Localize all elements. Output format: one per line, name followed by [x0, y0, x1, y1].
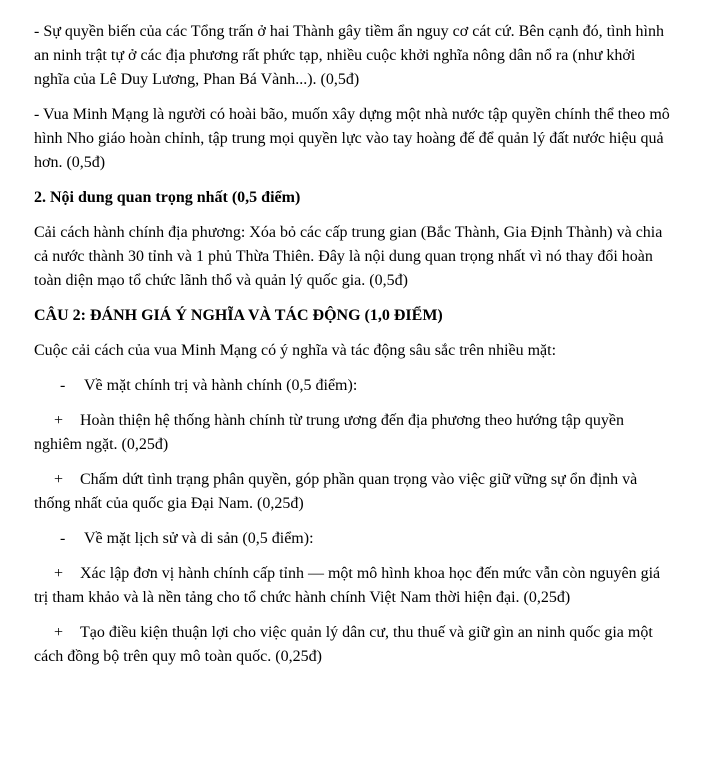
list-item	[34, 562, 670, 610]
plus-marker: +	[54, 471, 64, 488]
list-item	[34, 621, 670, 669]
paragraph-minh-mang-ambition: - Vua Minh Mạng là người có hoài bão, muốn xây dựng một nhà nước tập quyền chính thể theo mô hình Nho giáo hoàn chỉnh, tập trung mọi quyền lực vào tay hoàng đế để quản lý đất nước hiệu quả hơn. (0,5đ)	[34, 106, 670, 171]
paragraph-reform-intro: Cuộc cải cách của vua Minh Mạng có ý nghĩa và tác động sâu sắc trên nhiều mặt:	[34, 342, 557, 359]
section-title: Về mặt lịch sử và di sản (0,5 điểm):	[84, 530, 314, 547]
paragraph-local-admin-reform: Cải cách hành chính địa phương: Xóa bỏ các cấp trung gian (Bắc Thành, Gia Định Thành) và chia cả nước thành 30 tỉnh và 1 phủ Thừa Thiên. Đây là nội dung quan trọng nhất vì nó thay đổi hoàn toàn diện mạo tổ chức lãnh thổ và quản lý quốc gia. (0,5đ)	[34, 224, 663, 289]
dash-marker: -	[60, 530, 66, 547]
section-history-heritage	[34, 527, 670, 551]
plus-marker: +	[54, 624, 64, 641]
section-title: Về mặt chính trị và hành chính (0,5 điểm):	[84, 377, 358, 394]
heading-question-2: CÂU 2: ĐÁNH GIÁ Ý NGHĨA VÀ TÁC ĐỘNG (1,0 ĐIỂM)	[34, 307, 443, 324]
list-item	[34, 409, 670, 457]
plus-marker: +	[54, 412, 64, 429]
list-item-text: Tạo điều kiện thuận lợi cho việc quản lý dân cư, thu thuế và giữ gìn an ninh quốc gia một cách đồng bộ trên quy mô toàn quốc. (0,25đ)	[34, 624, 653, 665]
plus-marker: +	[54, 565, 64, 582]
list-item-text: Chấm dứt tình trạng phân quyền, góp phần quan trọng vào việc giữ vững sự ổn định và thống nhất của quốc gia Đại Nam. (0,25đ)	[34, 471, 638, 512]
paragraph-tong-tran: - Sự quyền biến của các Tổng trấn ở hai Thành gây tiềm ẩn nguy cơ cát cứ. Bên cạnh đó, tình hình an ninh trật tự ở các địa phương rất phức tạp, nhiều cuộc khởi nghĩa nông dân nổ ra (như khởi nghĩa của Lê Duy Lương, Phan Bá Vành...). (0,5đ)	[34, 23, 664, 88]
section-political-admin	[34, 374, 670, 398]
dash-marker: -	[60, 377, 66, 394]
list-item-text: Xác lập đơn vị hành chính cấp tỉnh — một mô hình khoa học đến mức vẫn còn nguyên giá trị tham khảo và là nền tảng cho tổ chức hành chính Việt Nam thời hiện đại. (0,25đ)	[34, 565, 661, 606]
heading-most-important-content: 2. Nội dung quan trọng nhất (0,5 điểm)	[34, 189, 301, 206]
list-item-text: Hoàn thiện hệ thống hành chính từ trung ương đến địa phương theo hướng tập quyền nghiêm ngặt. (0,25đ)	[34, 412, 624, 453]
list-item	[34, 468, 670, 516]
